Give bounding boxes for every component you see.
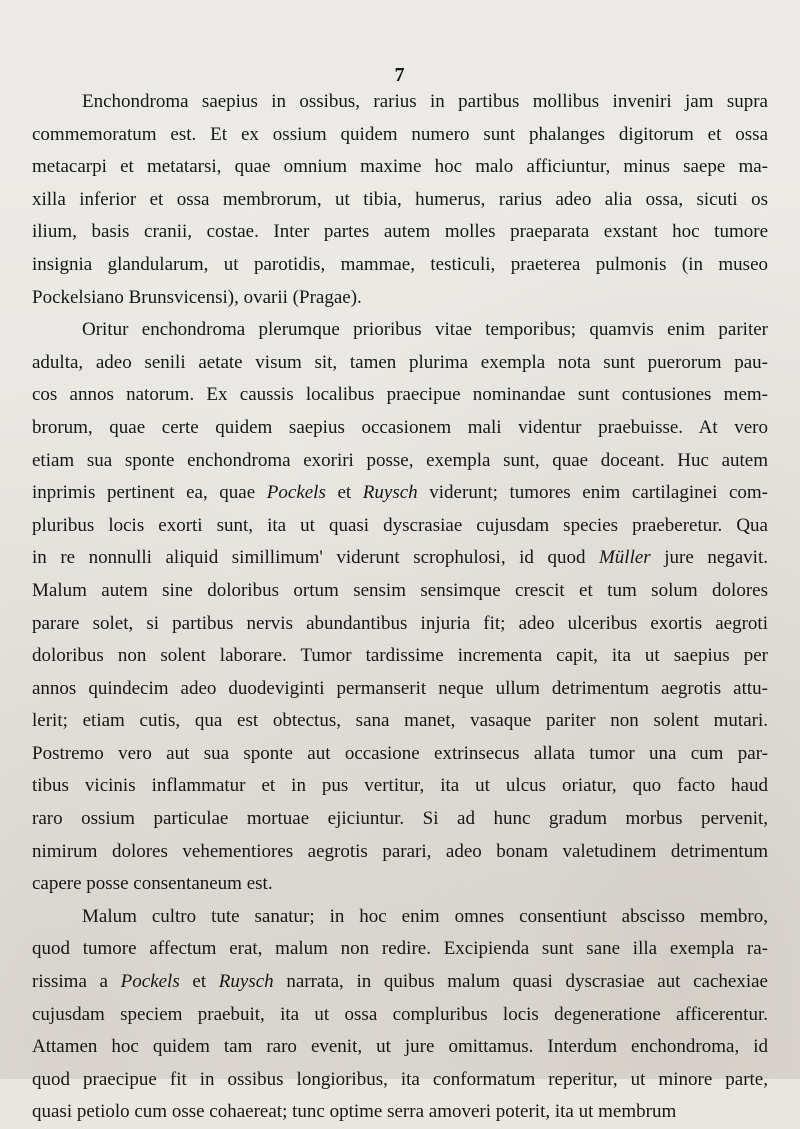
text-line: Malum autem sine doloribus ortum sensim sensimque crescit et tum solum dolores [32, 579, 768, 601]
text-line: doloribus non solent laborare. Tumor tardissime incrementa capit, ita ut saepius per [32, 645, 768, 667]
text-line: in re nonnulli aliquid simillimum' viderunt scrophulosi, id quod Müller jure negavit. [32, 547, 768, 569]
text-line: nimirum dolores vehementiores aegrotis parari, adeo bonam valetudinem detrimentum [32, 840, 768, 862]
text-line: insignia glandularum, ut parotidis, mammae, testiculi, praeterea pulmonis (in museo [32, 253, 768, 275]
text-line: Enchondroma saepius in ossibus, rarius in partibus mollibus inveniri jam supra [82, 91, 768, 112]
text-line: rissima a Pockels et Ruysch narrata, in quibus malum quasi dyscrasiae aut cachexiae [32, 971, 768, 993]
text-line: Postremo vero aut sua sponte aut occasione extrinsecus allata tumor una cum par- [32, 742, 768, 764]
text-line: brorum, quae certe quidem saepius occasionem mali videntur praebuisse. At vero [32, 416, 768, 438]
text-line: raro ossium particulae mortuae ejiciuntur. Si ad hunc gradum morbus pervenit, [32, 808, 768, 830]
text-line: ilium, basis cranii, costae. Inter partes autem molles praeparata exstant hoc tumore [32, 221, 768, 243]
text-line: tibus vicinis inflammatur et in pus vertitur, ita ut ulcus oriatur, quo facto haud [32, 775, 768, 797]
text-line: metacarpi et metatarsi, quae omnium maxime hoc malo afficiuntur, minus saepe ma- [32, 156, 768, 178]
text-line: quod praecipue fit in ossibus longioribus, ita conformatum reperitur, ut minore parte, [32, 1068, 768, 1090]
body-text [32, 86, 768, 1129]
text-line: Malum cultro tute sanatur; in hoc enim omnes consentiunt abscisso membro, [82, 905, 768, 927]
text-line: Pockelsiano Brunsvicensi), ovarii (Pragae). [32, 286, 362, 308]
paragraph [32, 901, 768, 1129]
text-line: lerit; etiam cutis, qua est obtectus, sana manet, vasaque pariter non solent mutari. [32, 710, 768, 732]
text-line: annos quindecim adeo duodeviginti permanserit neque ullum detrimentum aegrotis attu- [32, 677, 768, 699]
text-line: pluribus locis exorti sunt, ita ut quasi dyscrasiae cujusdam species praeberetur. Qua [32, 514, 768, 536]
paragraph [32, 314, 768, 901]
page-number: 7 [394, 64, 406, 86]
text-line: Oritur enchondroma plerumque prioribus vitae temporibus; quamvis enim pariter [82, 319, 768, 341]
text-line: inprimis pertinent ea, quae Pockels et Ruysch viderunt; tumores enim cartilaginei com- [32, 482, 768, 504]
text-line: capere posse consentaneum est. [32, 873, 273, 895]
text-line: xilla inferior et ossa membrorum, ut tibia, humerus, rarius adeo alia ossa, sicuti os [32, 188, 768, 210]
text-line: quod tumore affectum erat, malum non redire. Excipienda sunt sane illa exempla ra- [32, 938, 768, 960]
text-line: cujusdam speciem praebuit, ita ut ossa compluribus locis degeneratione afficerentur. [32, 1003, 768, 1025]
text-line: etiam sua sponte enchondroma exoriri posse, exempla sunt, quae doceant. Huc autem [32, 449, 768, 471]
text-line: parare solet, si partibus nervis abundantibus injuria fit; adeo ulceribus exortis aegroti [32, 612, 768, 634]
text-line: quasi petiolo cum osse cohaereat; tunc optime serra amoveri poterit, ita ut membrum [32, 1101, 677, 1123]
text-line: adulta, adeo senili aetate visum sit, tamen plurima exempla nota sunt puerorum pau- [32, 351, 768, 373]
text-line: Attamen hoc quidem tam raro evenit, ut jure omittamus. Interdum enchondroma, id [32, 1036, 768, 1058]
text-line: commemoratum est. Et ex ossium quidem numero sunt phalanges digitorum et ossa [32, 123, 768, 145]
paragraph [32, 86, 768, 314]
text-line: cos annos natorum. Ex caussis localibus praecipue nominandae sunt contusiones mem- [32, 384, 768, 406]
